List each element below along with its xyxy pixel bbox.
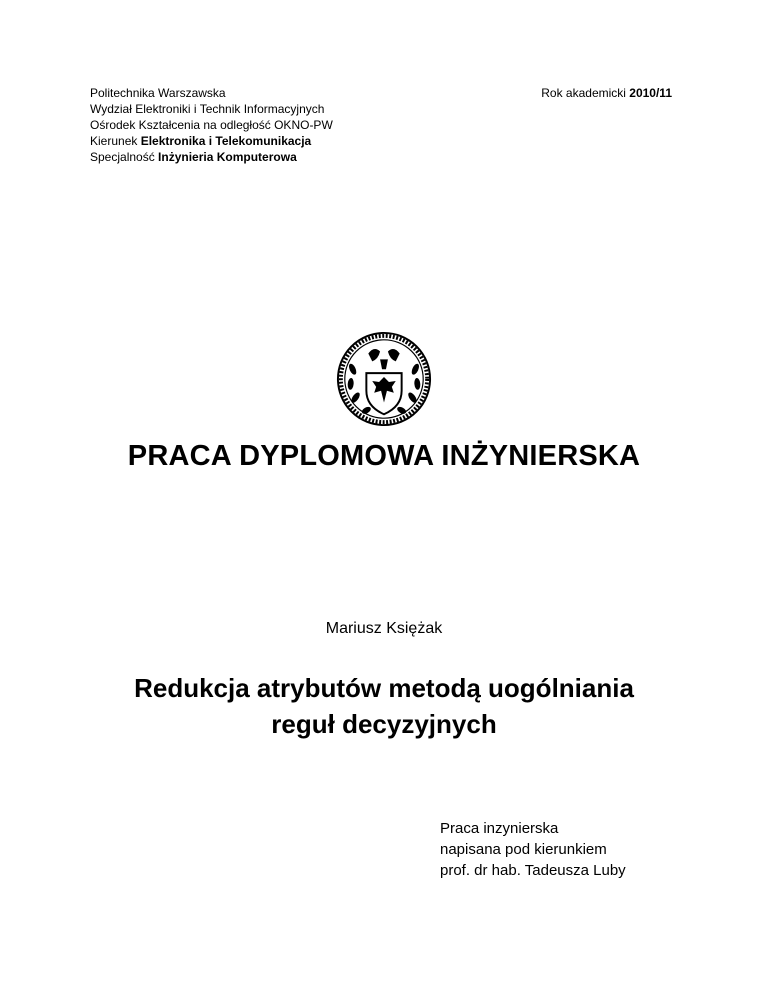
university-name: Politechnika Warszawska [90, 86, 226, 100]
institution-block [90, 85, 333, 165]
supervisor-line-3: prof. dr hab. Tadeusza Luby [440, 862, 626, 879]
university-emblem-icon [335, 330, 433, 428]
thesis-title-line-2: reguł decyzyjnych [271, 709, 497, 739]
field-of-study [90, 133, 333, 149]
academic-year [541, 85, 672, 101]
supervisor-line-2: napisana pod kierunkiem [440, 841, 607, 858]
supervisor-block [440, 818, 626, 881]
supervisor-line-1: Praca inzynierska [440, 820, 559, 837]
academic-year-value: 2010/11 [629, 86, 672, 100]
specialty-label: Specjalność [90, 150, 159, 164]
field-label: Kierunek [90, 134, 141, 148]
specialty-value: Inżynieria Komputerowa [158, 150, 297, 164]
specialty [90, 149, 333, 165]
center-name: Ośrodek Kształcenia na odległość OKNO-PW [90, 118, 333, 132]
academic-year-label: Rok akademicki [541, 86, 630, 100]
thesis-type-heading: PRACA DYPLOMOWA INŻYNIERSKA [127, 440, 641, 472]
author-name: Mariusz Księżak [325, 620, 443, 637]
thesis-title [0, 670, 768, 742]
thesis-title-line-1: Redukcja atrybutów metodą uogólniania [134, 673, 634, 703]
field-value: Elektronika i Telekomunikacja [140, 134, 312, 148]
faculty-name: Wydział Elektroniki i Technik Informacyjnych [90, 102, 325, 116]
